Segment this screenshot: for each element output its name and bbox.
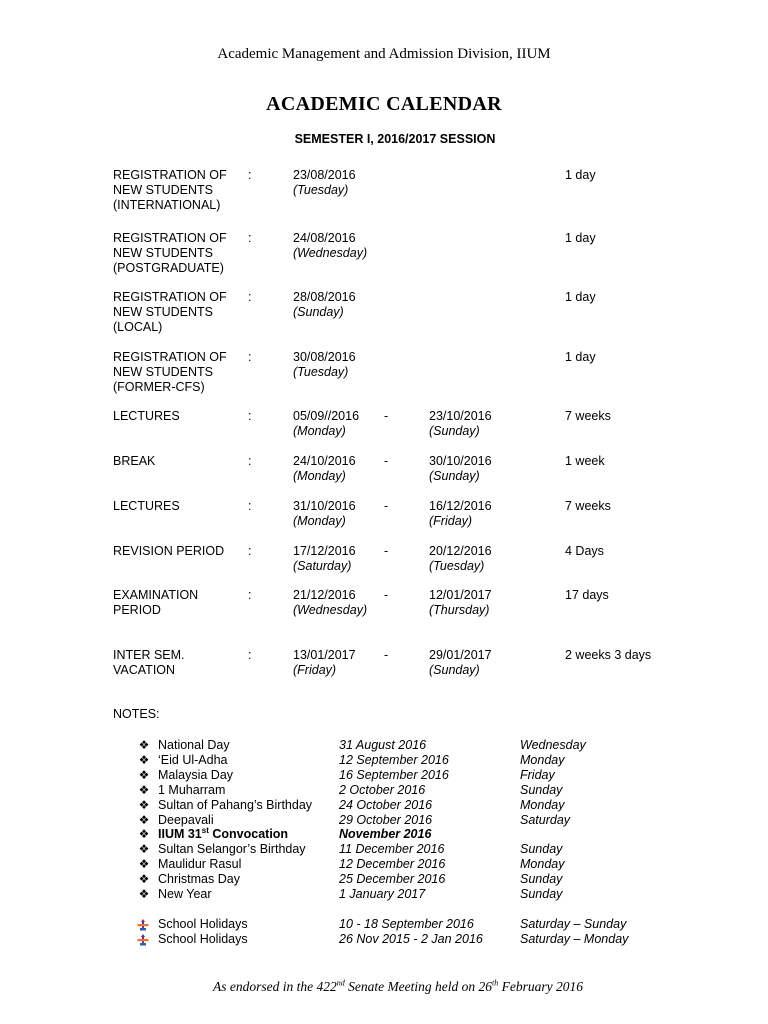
- separator-colon: :: [248, 648, 252, 662]
- separator-colon: :: [248, 544, 252, 558]
- end-date-cell: [429, 409, 492, 439]
- duration: 2 weeks 3 days: [565, 648, 652, 662]
- holiday-name: National Day: [158, 738, 230, 752]
- holiday-weekday: Monday: [520, 752, 565, 767]
- end-weekday: (Tuesday): [429, 559, 485, 573]
- start-date: 28/08/2016: [293, 290, 356, 304]
- event-label-line: PERIOD: [113, 603, 161, 617]
- end-date-cell: [429, 588, 492, 618]
- start-date-cell: [293, 409, 359, 439]
- holiday-name-part: Convocation: [208, 827, 289, 842]
- event-label: [113, 544, 248, 559]
- holiday-date: 24 October 2016: [339, 797, 433, 812]
- end-date: 20/12/2016: [429, 544, 492, 558]
- event-label: [113, 290, 248, 335]
- cross-arrow-bullet-icon: [137, 919, 149, 931]
- holiday-weekday: Sunday: [520, 887, 563, 901]
- end-weekday: (Friday): [429, 514, 473, 528]
- event-label-line: REGISTRATION OF: [113, 168, 227, 182]
- end-weekday: (Thursday): [429, 603, 490, 617]
- diamond-bullet-icon: ❖: [138, 767, 150, 782]
- holiday-weekday: Sunday: [520, 782, 563, 797]
- start-weekday: (Friday): [293, 663, 337, 677]
- event-label-line: LECTURES: [113, 409, 180, 423]
- start-weekday: (Saturday): [293, 559, 352, 573]
- endorsement-footer: [0, 979, 768, 995]
- holiday-date: November 2016: [339, 827, 432, 842]
- end-date: 23/10/2016: [429, 409, 492, 423]
- start-weekday: (Sunday): [293, 305, 344, 319]
- end-date: 16/12/2016: [429, 499, 492, 513]
- school-holiday-date: 10 - 18 September 2016: [339, 917, 474, 931]
- event-label: [113, 588, 248, 618]
- separator-colon: :: [248, 588, 252, 602]
- start-date: 30/08/2016: [293, 350, 356, 364]
- end-date-cell: [429, 454, 492, 484]
- diamond-bullet-icon: ❖: [138, 857, 150, 872]
- duration: 1 day: [565, 231, 596, 245]
- start-date-cell: [293, 290, 356, 320]
- event-label-line: NEW STUDENTS: [113, 183, 213, 197]
- separator-colon: :: [248, 409, 252, 423]
- event-label-line: NEW STUDENTS: [113, 305, 213, 319]
- event-label-line: REGISTRATION OF: [113, 290, 227, 304]
- range-dash: -: [384, 499, 389, 513]
- separator-colon: :: [248, 168, 252, 182]
- end-weekday: (Sunday): [429, 663, 480, 677]
- footer-prefix: As endorsed in the 422: [212, 979, 337, 994]
- range-dash: -: [384, 544, 389, 558]
- duration: 1 day: [565, 290, 596, 304]
- start-weekday: (Monday): [293, 469, 346, 483]
- footer-sup-ordinal: nd: [336, 978, 345, 988]
- notes-heading: NOTES:: [113, 707, 160, 721]
- holiday-name: Sultan of Pahang’s Birthday: [158, 797, 313, 812]
- separator-colon: :: [248, 290, 252, 304]
- end-date-cell: [429, 499, 492, 529]
- start-date-cell: [293, 588, 367, 618]
- diamond-bullet-icon: ❖: [138, 842, 150, 857]
- start-date: 31/10/2016: [293, 499, 356, 513]
- page-title: ACADEMIC CALENDAR: [266, 93, 502, 115]
- division-header: Academic Management and Admission Division, IIUM: [217, 46, 551, 62]
- separator-colon: :: [248, 350, 252, 364]
- footer-middle: Senate Meeting held on 26: [344, 979, 493, 994]
- start-weekday: (Wednesday): [293, 246, 368, 260]
- diamond-bullet-icon: ❖: [138, 872, 150, 887]
- diamond-bullet-icon: ❖: [138, 827, 150, 842]
- holiday-weekday: Friday: [520, 767, 555, 782]
- holiday-name: Malaysia Day: [158, 767, 234, 782]
- holiday-date: 12 December 2016: [339, 857, 446, 872]
- holiday-name: Deepavali: [158, 812, 214, 827]
- holiday-name-sup: st: [201, 826, 209, 836]
- semester-subtitle: SEMESTER I, 2016/2017 SESSION: [294, 132, 496, 146]
- holiday-date: 1 January 2017: [339, 887, 426, 901]
- event-label-line: (POSTGRADUATE): [113, 261, 224, 275]
- start-date-cell: [293, 454, 356, 484]
- start-date-cell: [293, 350, 356, 380]
- school-holiday-weekday: Saturday – Monday: [520, 932, 629, 946]
- start-date: 24/08/2016: [293, 231, 356, 245]
- holiday-weekday: Wednesday: [520, 738, 586, 752]
- holiday-date: 12 September 2016: [339, 752, 449, 767]
- end-date: 30/10/2016: [429, 454, 492, 468]
- duration: 1 day: [565, 168, 596, 182]
- holiday-date: 25 December 2016: [339, 872, 446, 887]
- start-weekday: (Monday): [293, 514, 346, 528]
- holiday-name: New Year: [158, 887, 212, 901]
- event-label: [113, 231, 248, 276]
- event-label-line: LECTURES: [113, 499, 180, 513]
- holiday-name: Sultan Selangor’s Birthday: [158, 842, 306, 857]
- diamond-bullet-icon: ❖: [138, 738, 150, 752]
- event-label-line: (INTERNATIONAL): [113, 198, 221, 212]
- holiday-weekday: Saturday: [520, 812, 571, 827]
- start-date-cell: [293, 499, 356, 529]
- duration: 1 day: [565, 350, 596, 364]
- start-date: 13/01/2017: [293, 648, 356, 662]
- event-label-line: (FORMER-CFS): [113, 380, 205, 394]
- school-holiday-date: 26 Nov 2015 - 2 Jan 2016: [339, 932, 483, 946]
- event-label-line: (LOCAL): [113, 320, 163, 334]
- holiday-date: 29 October 2016: [339, 812, 433, 827]
- holiday-date: 11 December 2016: [339, 842, 445, 857]
- duration: 17 days: [565, 588, 609, 602]
- footer-suffix: February 2016: [498, 979, 584, 994]
- event-label: [113, 454, 248, 469]
- start-date: 24/10/2016: [293, 454, 356, 468]
- end-date: 12/01/2017: [429, 588, 492, 602]
- range-dash: -: [384, 454, 389, 468]
- end-weekday: (Sunday): [429, 424, 480, 438]
- holiday-name-part: IIUM 31: [158, 827, 202, 842]
- event-label-line: BREAK: [113, 454, 156, 468]
- diamond-bullet-icon: ❖: [138, 752, 150, 767]
- school-holiday-name: School Holidays: [158, 932, 248, 946]
- footer-sup-day: th: [492, 978, 499, 988]
- holiday-name: [158, 827, 288, 842]
- event-label-line: REGISTRATION OF: [113, 350, 227, 364]
- separator-colon: :: [248, 454, 252, 468]
- start-date-cell: [293, 544, 356, 574]
- start-weekday: (Tuesday): [293, 183, 349, 197]
- start-date: 17/12/2016: [293, 544, 356, 558]
- school-holiday-weekday: Saturday – Sunday: [520, 917, 627, 931]
- start-weekday: (Tuesday): [293, 365, 349, 379]
- event-label-line: REGISTRATION OF: [113, 231, 227, 245]
- start-weekday: (Monday): [293, 424, 346, 438]
- holiday-name: 1 Muharram: [158, 782, 226, 797]
- event-label: [113, 350, 248, 395]
- end-date-cell: [429, 648, 492, 678]
- school-holiday-name: School Holidays: [158, 917, 248, 931]
- diamond-bullet-icon: ❖: [138, 887, 150, 901]
- event-label-line: INTER SEM.: [113, 648, 185, 662]
- holiday-name: Maulidur Rasul: [158, 857, 242, 872]
- holiday-name: Christmas Day: [158, 872, 240, 887]
- event-label-line: REVISION PERIOD: [113, 544, 225, 558]
- end-date: 29/01/2017: [429, 648, 492, 662]
- holiday-weekday: Monday: [520, 857, 565, 872]
- duration: 7 weeks: [565, 499, 611, 513]
- start-date: 21/12/2016: [293, 588, 356, 602]
- start-date-cell: [293, 648, 356, 678]
- event-label-line: NEW STUDENTS: [113, 246, 213, 260]
- event-label: [113, 648, 248, 678]
- holiday-weekday: Monday: [520, 797, 565, 812]
- event-label: [113, 499, 248, 514]
- diamond-bullet-icon: ❖: [138, 812, 150, 827]
- duration: 7 weeks: [565, 409, 611, 423]
- holiday-date: 31 August 2016: [339, 738, 427, 752]
- range-dash: -: [384, 648, 389, 662]
- event-label-line: VACATION: [113, 663, 176, 677]
- holiday-weekday: Sunday: [520, 842, 563, 857]
- event-label: [113, 409, 248, 424]
- start-date: 23/08/2016: [293, 168, 356, 182]
- start-date-cell: [293, 168, 356, 198]
- holiday-name: ‘Eid Ul-Adha: [158, 752, 228, 767]
- diamond-bullet-icon: ❖: [138, 797, 150, 812]
- holiday-date: 16 September 2016: [339, 767, 449, 782]
- duration: 4 Days: [565, 544, 604, 558]
- end-date-cell: [429, 544, 492, 574]
- end-weekday: (Sunday): [429, 469, 480, 483]
- range-dash: -: [384, 588, 389, 602]
- start-weekday: (Wednesday): [293, 603, 368, 617]
- separator-colon: :: [248, 231, 252, 245]
- event-label-line: NEW STUDENTS: [113, 365, 213, 379]
- holiday-weekday: Sunday: [520, 872, 563, 887]
- separator-colon: :: [248, 499, 252, 513]
- diamond-bullet-icon: ❖: [138, 782, 150, 797]
- start-date-cell: [293, 231, 367, 261]
- duration: 1 week: [565, 454, 605, 468]
- cross-arrow-bullet-icon: [137, 934, 149, 946]
- event-label: [113, 168, 248, 213]
- start-date: 05/09//2016: [293, 409, 360, 423]
- holiday-date: 2 October 2016: [339, 782, 426, 797]
- event-label-line: EXAMINATION: [113, 588, 199, 602]
- range-dash: -: [384, 409, 389, 423]
